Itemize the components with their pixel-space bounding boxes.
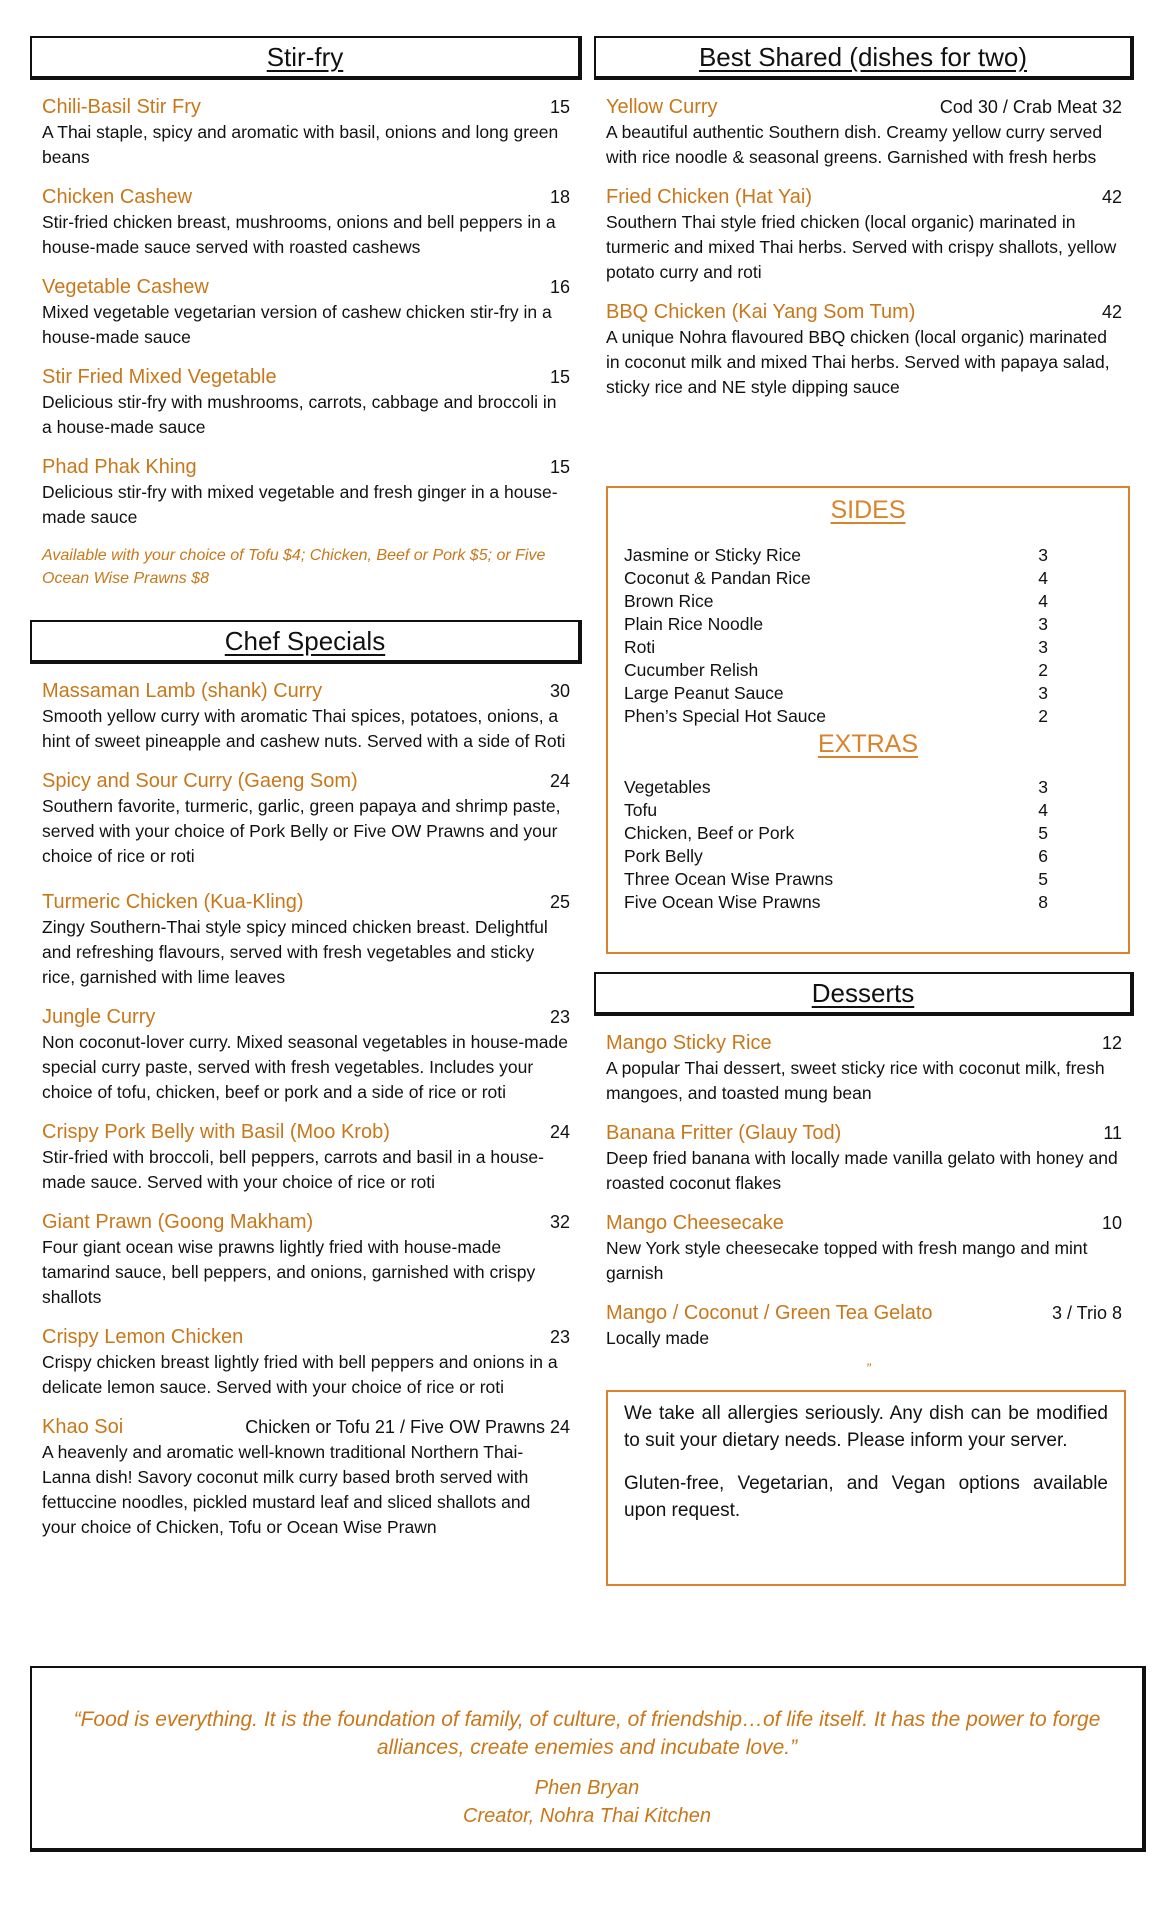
item-description: Four giant ocean wise prawns lightly fried with house-made tamarind sauce, bell peppers, and onions, garnished with crispy shallots	[42, 1237, 536, 1307]
extra-name: Tofu	[624, 800, 658, 820]
menu-item	[594, 94, 1134, 170]
side-name: Phen’s Special Hot Sauce	[624, 706, 827, 726]
extra-name: Five Ocean Wise Prawns	[624, 892, 821, 912]
extra-name: Vegetables	[624, 777, 711, 797]
item-price: 18	[549, 187, 570, 207]
item-price: 3 / Trio 8	[1051, 1303, 1122, 1323]
menu-item	[30, 454, 582, 530]
quote-author: Phen Bryan	[534, 1777, 640, 1799]
quote-text: “Food is everything. It is the foundation of family, of culture, of friendship…of life itself. It has the power to forge alliances, create enemies and incubate love.”	[73, 1708, 1101, 1759]
desserts-section	[594, 972, 1134, 1351]
allergy-notice-box	[606, 1390, 1126, 1586]
extra-price: 4	[1038, 800, 1048, 820]
item-price: 24	[549, 1122, 570, 1142]
menu-item	[30, 1004, 582, 1105]
desserts-list	[594, 1030, 1134, 1351]
item-description: Southern Thai style fried chicken (local organic) marinated in turmeric and mixed Thai herbs. Served with crispy shallots, yellow potato curry and roti	[606, 212, 1117, 282]
item-name: Crispy Pork Belly with Basil (Moo Krob)	[42, 1121, 390, 1143]
item-name: Jungle Curry	[42, 1006, 156, 1028]
chef-specials-list	[30, 678, 582, 1540]
item-name: Mango Sticky Rice	[606, 1032, 772, 1054]
side-price: 2	[1038, 706, 1048, 726]
menu-item	[30, 94, 582, 170]
item-price: 42	[1101, 302, 1122, 322]
desserts-header: Desserts	[594, 972, 1134, 1016]
side-name: Plain Rice Noodle	[624, 614, 764, 634]
item-description: A beautiful authentic Southern dish. Creamy yellow curry served with rice noodle & seasonal greens. Garnished with fresh herbs	[606, 122, 1103, 167]
item-price: 16	[549, 277, 570, 297]
allergy-text: We take all allergies seriously. Any dish can be modified to suit your dietary needs. Please inform your server.	[624, 1403, 1108, 1451]
item-price: 11	[1103, 1123, 1122, 1143]
item-price: 23	[549, 1007, 570, 1027]
item-name: Massaman Lamb (shank) Curry	[42, 680, 323, 702]
item-description: Stir-fried chicken breast, mushrooms, onions and bell peppers in a house-made sauce served with roasted cashews	[42, 212, 556, 257]
quote-author-role: Creator, Nohra Thai Kitchen	[463, 1805, 711, 1827]
protein-note: Available with your choice of Tofu $4; Chicken, Beef or Pork $5; or Five Ocean Wise Prawns $8	[42, 547, 546, 587]
side-price: 3	[1038, 614, 1048, 634]
list-item	[624, 590, 1048, 613]
item-description: A unique Nohra flavoured BBQ chicken (local organic) marinated in coconut milk and mixed Thai herbs. Served with papaya salad, sticky rice and NE style dipping sauce	[606, 327, 1110, 397]
menu-item	[30, 678, 582, 754]
item-name: Giant Prawn (Goong Makham)	[42, 1211, 314, 1233]
item-name: Yellow Curry	[606, 96, 718, 118]
item-name: Mango / Coconut / Green Tea Gelato	[606, 1302, 933, 1324]
item-description: Deep fried banana with locally made vanilla gelato with honey and roasted coconut flakes	[606, 1148, 1118, 1193]
menu-item	[30, 1209, 582, 1310]
item-price: 25	[549, 892, 570, 912]
list-item	[624, 544, 1048, 567]
extras-list	[608, 776, 1128, 914]
side-name: Cucumber Relish	[624, 660, 759, 680]
best-shared-list	[594, 94, 1134, 400]
side-price: 3	[1038, 545, 1048, 565]
quote-mark: ”	[866, 1360, 871, 1376]
menu-item	[594, 1120, 1134, 1196]
menu-item	[30, 364, 582, 440]
list-item	[624, 868, 1048, 891]
side-name: Coconut & Pandan Rice	[624, 568, 811, 588]
item-price: 30	[549, 681, 570, 701]
extra-name: Three Ocean Wise Prawns	[624, 869, 834, 889]
side-price: 4	[1038, 591, 1048, 611]
side-name: Large Peanut Sauce	[624, 683, 784, 703]
menu-item	[594, 299, 1134, 400]
sides-title: SIDES	[830, 496, 906, 524]
side-price: 3	[1038, 683, 1048, 703]
menu-item	[30, 274, 582, 350]
item-name: Crispy Lemon Chicken	[42, 1326, 244, 1348]
side-price: 3	[1038, 637, 1048, 657]
item-name: Chili-Basil Stir Fry	[42, 96, 201, 118]
list-item	[624, 799, 1048, 822]
list-item	[624, 845, 1048, 868]
menu-item	[30, 1414, 582, 1540]
dietary-options-text: Gluten-free, Vegetarian, and Vegan options available upon request.	[624, 1473, 1108, 1521]
item-description: Delicious stir-fry with mixed vegetable and fresh ginger in a house-made sauce	[42, 482, 558, 527]
item-name: Spicy and Sour Curry (Gaeng Som)	[42, 770, 358, 792]
item-price: 12	[1101, 1033, 1122, 1053]
side-price: 2	[1038, 660, 1048, 680]
quote-box	[30, 1666, 1146, 1852]
list-item	[624, 891, 1048, 914]
list-item	[624, 659, 1048, 682]
item-name: Stir Fried Mixed Vegetable	[42, 366, 277, 388]
extra-name: Pork Belly	[624, 846, 703, 866]
menu-item	[594, 1210, 1134, 1286]
item-price: Cod 30 / Crab Meat 32	[939, 97, 1122, 117]
item-description: A popular Thai dessert, sweet sticky rice with coconut milk, fresh mangoes, and toasted mung bean	[606, 1058, 1105, 1103]
item-price: 32	[549, 1212, 570, 1232]
extra-name: Chicken, Beef or Pork	[624, 823, 795, 843]
list-item	[624, 682, 1048, 705]
extra-price: 6	[1038, 846, 1048, 866]
item-price: 15	[549, 97, 570, 117]
extra-price: 8	[1038, 892, 1048, 912]
item-price: 23	[549, 1327, 570, 1347]
right-column	[594, 36, 1134, 400]
item-description: Crispy chicken breast lightly fried with bell peppers and onions in a delicate lemon sauce. Served with your choice of rice or roti	[42, 1352, 558, 1397]
item-price: 42	[1101, 187, 1122, 207]
item-description: Mixed vegetable vegetarian version of cashew chicken stir-fry in a house-made sauce	[42, 302, 552, 347]
item-price: Chicken or Tofu 21 / Five OW Prawns 24	[245, 1417, 570, 1437]
item-description: Stir-fried with broccoli, bell peppers, carrots and basil in a house-made sauce. Served with your choice of rice or roti	[42, 1147, 544, 1192]
extra-price: 3	[1038, 777, 1048, 797]
menu-item	[30, 1119, 582, 1195]
item-name: Fried Chicken (Hat Yai)	[606, 186, 812, 208]
menu-item	[30, 1324, 582, 1400]
stirfry-header: Stir-fry	[30, 36, 582, 80]
menu-item	[594, 1300, 1134, 1351]
list-item	[624, 822, 1048, 845]
item-name: BBQ Chicken (Kai Yang Som Tum)	[606, 301, 916, 323]
best-shared-header: Best Shared (dishes for two)	[594, 36, 1134, 80]
item-name: Turmeric Chicken (Kua-Kling)	[42, 891, 304, 913]
list-item	[624, 636, 1048, 659]
menu-item	[30, 768, 582, 869]
stirfry-list	[30, 94, 582, 590]
side-name: Roti	[624, 637, 656, 657]
sides-list	[608, 544, 1128, 728]
item-description: Locally made	[606, 1328, 710, 1348]
list-item	[624, 776, 1048, 799]
side-name: Jasmine or Sticky Rice	[624, 545, 801, 565]
list-item	[624, 613, 1048, 636]
item-price: 10	[1101, 1213, 1122, 1233]
chef-specials-header: Chef Specials	[30, 620, 582, 664]
item-description: Delicious stir-fry with mushrooms, carrots, cabbage and broccoli in a house-made sauce	[42, 392, 557, 437]
item-name: Khao Soi	[42, 1416, 124, 1438]
item-name: Banana Fritter (Glauy Tod)	[606, 1122, 842, 1144]
item-description: Southern favorite, turmeric, garlic, green papaya and shrimp paste, served with your choice of Pork Belly or Five OW Prawns and your choice of rice or roti	[42, 796, 561, 866]
item-price: 15	[549, 457, 570, 477]
item-name: Phad Phak Khing	[42, 456, 197, 478]
item-price: 15	[549, 367, 570, 387]
item-description: Zingy Southern-Thai style spicy minced chicken breast. Delightful and refreshing flavours, served with fresh vegetables and sticky rice, garnished with lime leaves	[42, 917, 548, 987]
item-name: Mango Cheesecake	[606, 1212, 784, 1234]
sides-extras-box	[606, 486, 1130, 954]
item-description: A Thai staple, spicy and aromatic with basil, onions and long green beans	[42, 122, 559, 167]
item-name: Chicken Cashew	[42, 186, 193, 208]
menu-item	[30, 184, 582, 260]
item-description: Non coconut-lover curry. Mixed seasonal vegetables in house-made special curry paste, served with fresh vegetables. Includes your choice of tofu, chicken, beef or pork and a side of rice or roti	[42, 1032, 568, 1102]
side-name: Brown Rice	[624, 591, 714, 611]
extra-price: 5	[1038, 823, 1048, 843]
list-item	[624, 705, 1048, 728]
item-description: New York style cheesecake topped with fresh mango and mint garnish	[606, 1238, 1088, 1283]
item-price: 24	[549, 771, 570, 791]
extras-title: EXTRAS	[817, 730, 919, 758]
item-name: Vegetable Cashew	[42, 276, 209, 298]
left-column	[30, 36, 582, 1540]
item-description: Smooth yellow curry with aromatic Thai spices, potatoes, onions, a hint of sweet pineapple and cashew nuts. Served with a side of Roti	[42, 706, 566, 751]
extra-price: 5	[1038, 869, 1048, 889]
list-item	[624, 567, 1048, 590]
item-description: A heavenly and aromatic well-known traditional Northern Thai-Lanna dish! Savory coconut milk curry based broth served with fettuccine noodles, pickled mustard leaf and sliced shallots and your choice of Chicken, Tofu or Ocean Wise Prawn	[42, 1442, 531, 1537]
side-price: 4	[1038, 568, 1048, 588]
menu-item	[594, 1030, 1134, 1106]
menu-item	[30, 889, 582, 990]
menu-item	[594, 184, 1134, 285]
